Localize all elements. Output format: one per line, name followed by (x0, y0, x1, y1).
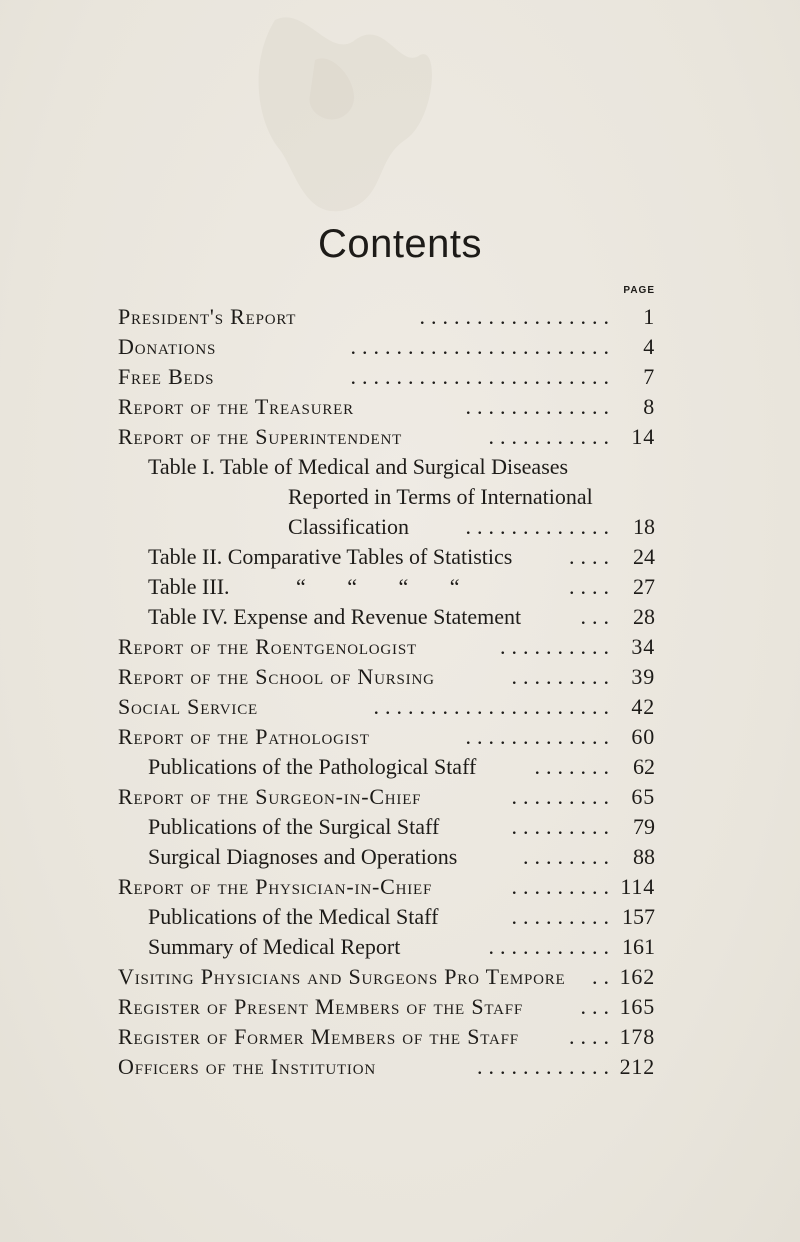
dot-leader: ........... (488, 424, 615, 449)
toc-entry-label: Report of the Pathologist (118, 724, 370, 749)
dot-leader: ... (580, 604, 615, 629)
toc-entry-label: Publications of the Surgical Staff (148, 814, 440, 839)
toc-page-number: 114 (620, 874, 655, 899)
toc-page-number: 8 (643, 394, 655, 419)
toc-entry-label: Free Beds (118, 364, 215, 389)
toc-page-number: 65 (631, 784, 655, 809)
toc-entry-label: Report of the Roentgenologist (118, 634, 417, 659)
toc-page-number: 34 (631, 634, 655, 659)
toc-entry-label: Report of the Surgeon-in-Chief (118, 784, 422, 809)
page-title: Contents (317, 222, 483, 266)
toc-entry-label: Officers of the Institution (118, 1054, 376, 1079)
toc-entry (118, 872, 655, 902)
dot-leader: ........ (523, 844, 615, 869)
toc-entry-label: Table IV. Expense and Revenue Statement (148, 604, 522, 629)
toc-entry (118, 1052, 655, 1082)
toc-entry (148, 812, 655, 842)
toc-entry-continued (288, 482, 655, 512)
toc-page-number: 39 (631, 664, 655, 689)
toc-entry (118, 782, 655, 812)
toc-page-number: 14 (631, 424, 655, 449)
dot-leader: ......... (511, 784, 615, 809)
toc-entry (148, 932, 655, 962)
toc-entry-label: Report of the Physician-in-Chief (118, 874, 433, 899)
toc-entry-label: Register of Present Members of the Staff (118, 994, 524, 1019)
toc-entry-label: Report of the Treasurer (118, 394, 354, 419)
dot-leader: ......... (511, 814, 615, 839)
toc-page-number: 88 (633, 844, 655, 869)
toc-entry-label: Report of the Superintendent (118, 424, 403, 449)
dot-leader: ......... (511, 664, 615, 689)
dot-leader: .... (569, 544, 615, 569)
toc-entry (118, 632, 655, 662)
toc-entry-label: Donations (118, 334, 217, 359)
toc-entry (118, 992, 655, 1022)
toc-entry-label: Table I. Table of Medical and Surgical Diseases (148, 454, 569, 479)
toc-entry (118, 1022, 655, 1052)
toc-entry-label: Publications of the Medical Staff (148, 904, 439, 929)
page-column-label: PAGE (623, 285, 655, 296)
toc-page-number: 4 (643, 334, 655, 359)
paper-stain (235, 0, 455, 230)
dot-leader: ... (580, 994, 615, 1019)
dot-leader: ........... (488, 934, 615, 959)
toc-entry-label: Summary of Medical Report (148, 934, 401, 959)
toc-page-number: 157 (622, 904, 655, 929)
toc-entry-label: Classification (288, 514, 409, 539)
toc-entry (118, 422, 655, 452)
dot-leader: .... (569, 1024, 615, 1049)
ditto-marks: “ “ “ “ (296, 574, 478, 599)
dot-leader: ............. (465, 514, 615, 539)
toc-entry-label: Surgical Diagnoses and Operations (148, 844, 458, 869)
dot-leader: .. (592, 964, 615, 989)
toc-entry-label: President's Report (118, 304, 297, 329)
dot-leader: ............. (465, 394, 615, 419)
toc-entry (118, 392, 655, 422)
toc-page-number: 62 (633, 754, 655, 779)
toc-page-number: 162 (619, 964, 655, 989)
toc-entry-label: Reported in Terms of International (288, 484, 593, 509)
toc-page-number: 79 (633, 814, 655, 839)
toc-page-number: 42 (631, 694, 655, 719)
toc-entry (148, 542, 655, 572)
toc-page-number: 18 (633, 514, 655, 539)
toc-entry (118, 662, 655, 692)
dot-leader: .... (569, 574, 615, 599)
toc-entry (148, 752, 655, 782)
dot-leader: ......... (511, 904, 615, 929)
dot-leader: ............. (465, 724, 615, 749)
toc-entry-label: Visiting Physicians and Surgeons Pro Tempore (118, 964, 566, 989)
toc-entry (148, 452, 655, 482)
toc-entry (148, 602, 655, 632)
toc-entry-label: Social Service (118, 694, 258, 719)
toc-page-number: 28 (633, 604, 655, 629)
toc-entry (118, 332, 655, 362)
dot-leader: ....................... (350, 334, 615, 359)
toc-entry-label: Report of the School of Nursing (118, 664, 435, 689)
toc-entry (118, 962, 655, 992)
toc-entry-continued (288, 512, 655, 542)
toc-page-number: 1 (643, 304, 655, 329)
dot-leader: ....... (534, 754, 615, 779)
toc-page-number: 161 (622, 934, 655, 959)
toc-page-number: 7 (643, 364, 655, 389)
toc-entry (148, 842, 655, 872)
toc-page-number: 178 (619, 1024, 655, 1049)
toc-entry (118, 362, 655, 392)
dot-leader: ................. (419, 304, 615, 329)
toc-page-number: 60 (631, 724, 655, 749)
toc-entry-label: Table III. (148, 574, 230, 599)
toc-entry (148, 902, 655, 932)
toc-entry (118, 722, 655, 752)
toc-entry-label: Table II. Comparative Tables of Statistics (148, 544, 513, 569)
toc-entry (118, 302, 655, 332)
toc-entry-label: Publications of the Pathological Staff (148, 754, 477, 779)
toc-page-number: 165 (619, 994, 655, 1019)
toc-entry (148, 572, 655, 602)
toc-entry (118, 692, 655, 722)
toc-page-number: 27 (633, 574, 655, 599)
toc-page-number: 24 (633, 544, 655, 569)
dot-leader: ............ (477, 1054, 615, 1079)
dot-leader: ....................... (350, 364, 615, 389)
toc-page-number: 212 (619, 1054, 655, 1079)
dot-leader: ......... (511, 874, 615, 899)
toc-entry-label: Register of Former Members of the Staff (118, 1024, 519, 1049)
dot-leader: ..................... (373, 694, 615, 719)
dot-leader: .......... (500, 634, 615, 659)
